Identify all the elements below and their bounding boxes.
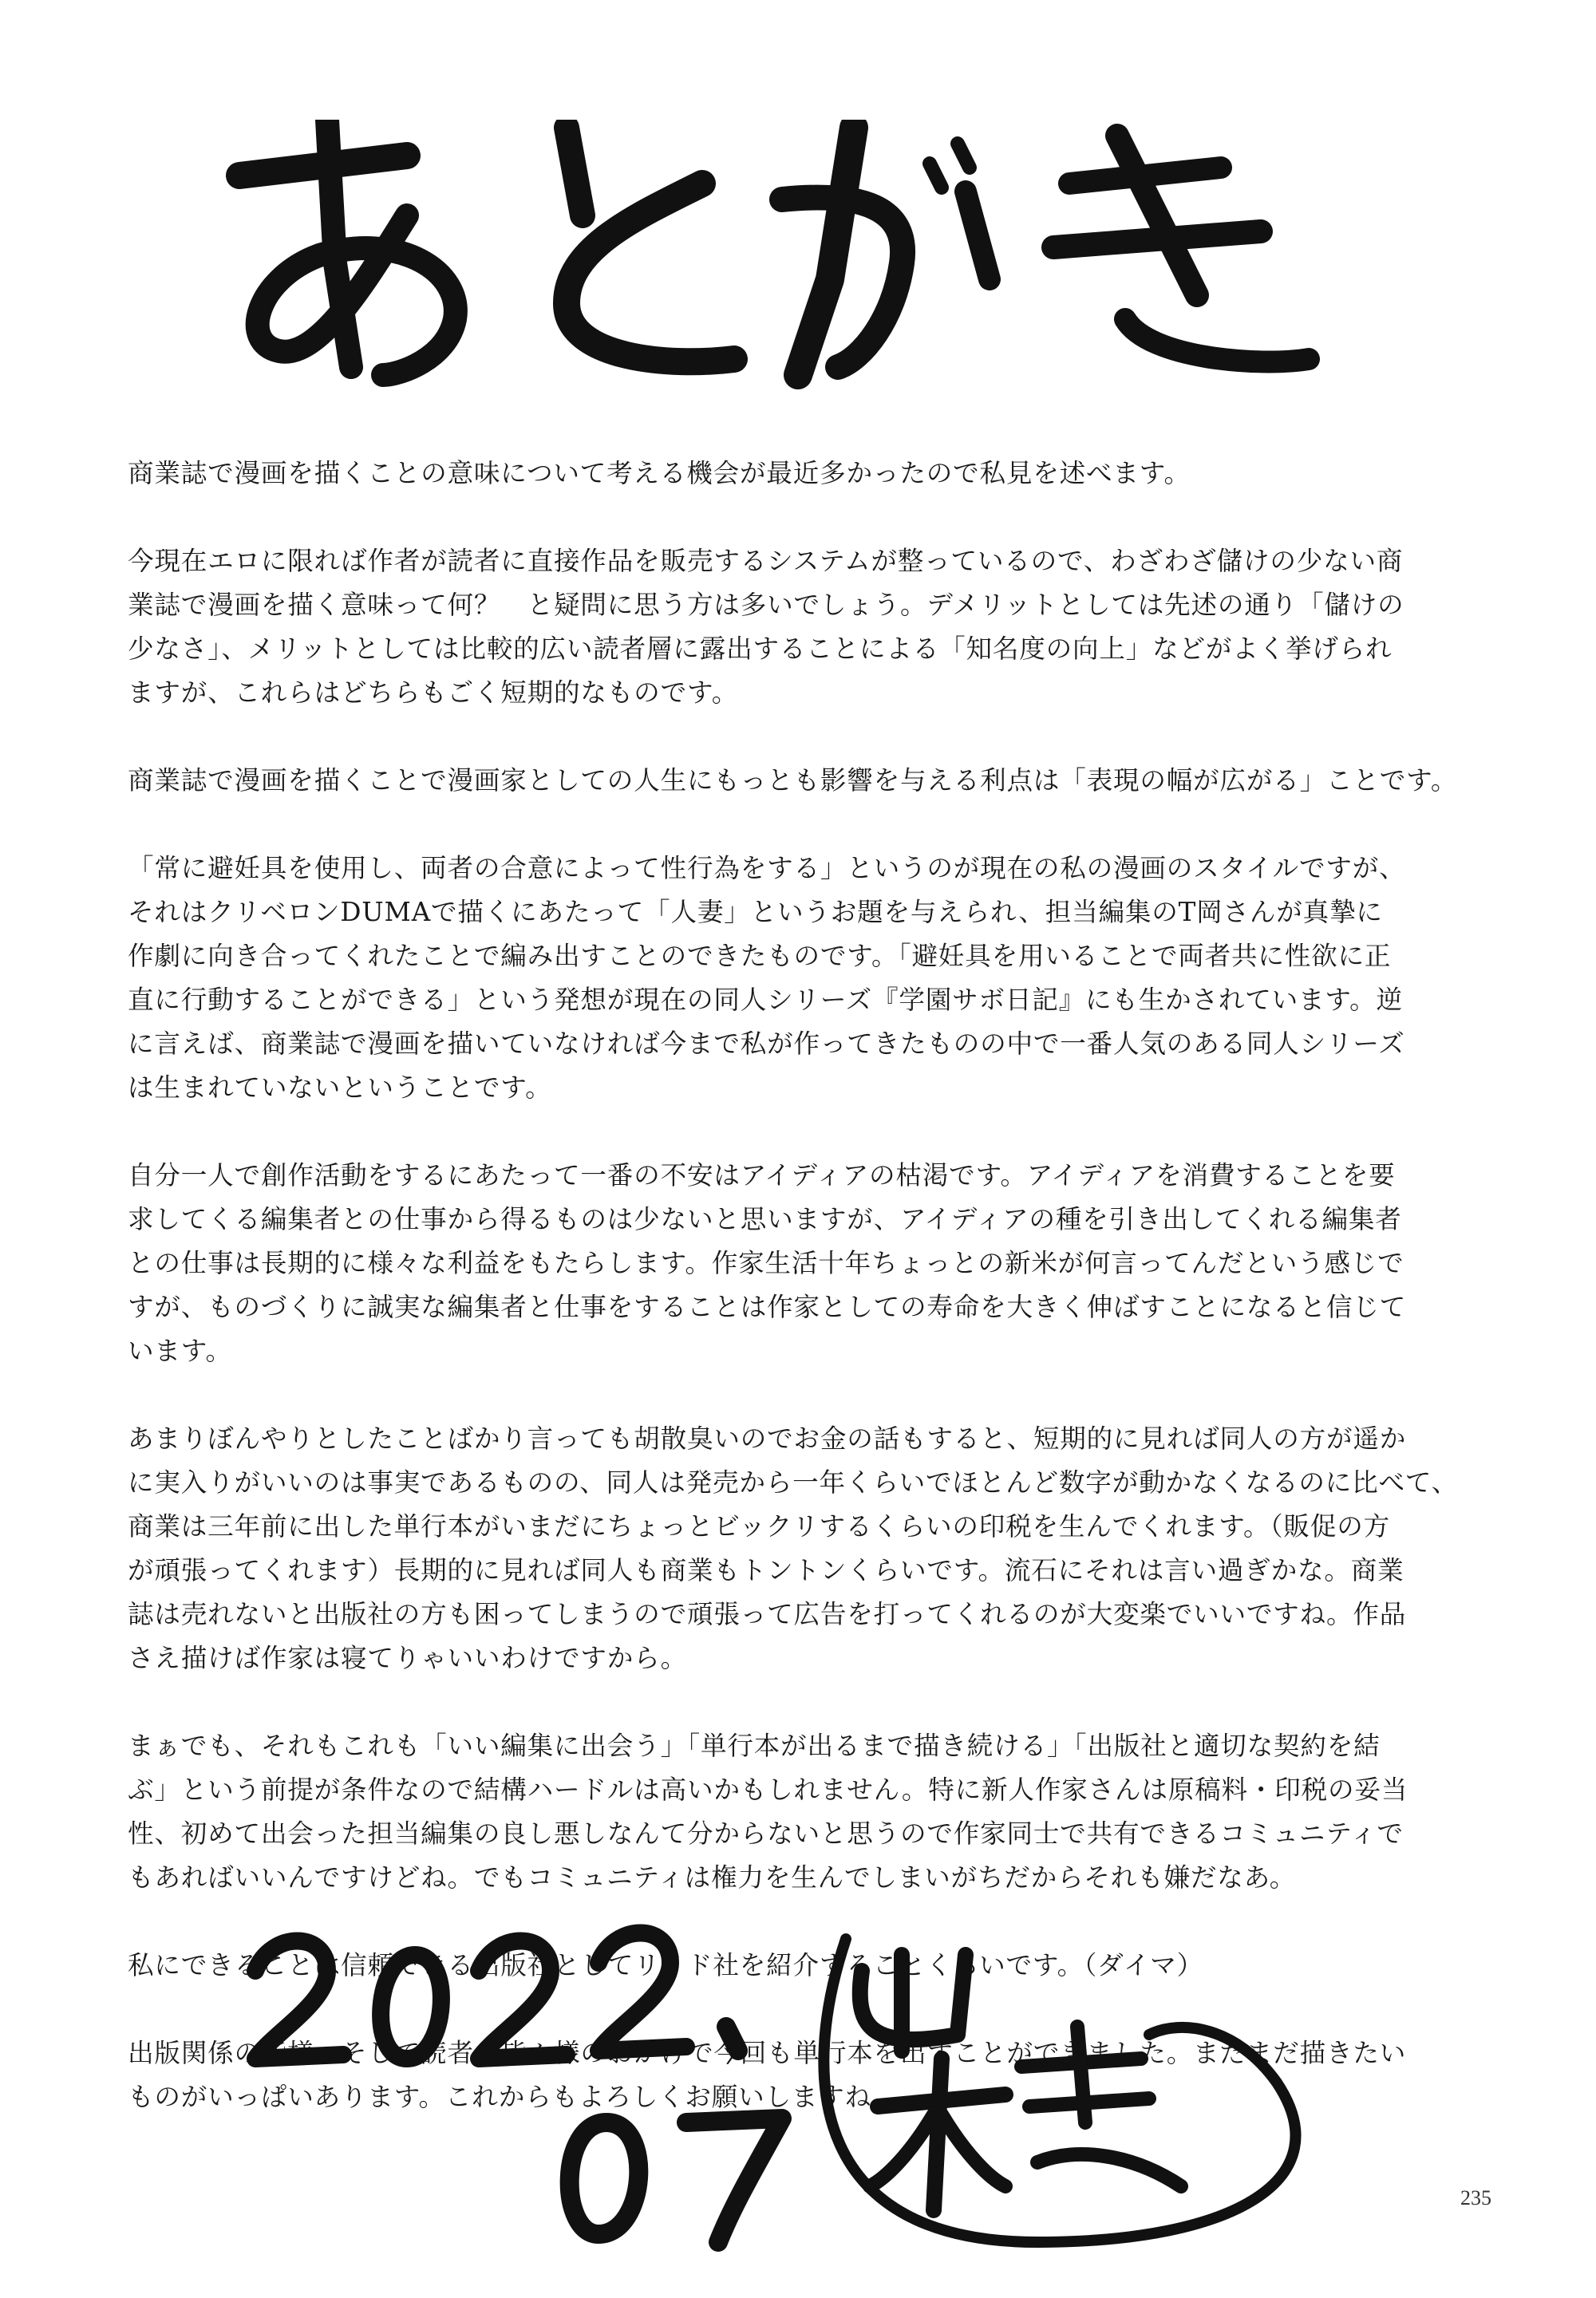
paragraph: 私にできることは信頼できる出版社としてリイド社を紹介することくらいです。（ダイマ） — [128, 1950, 1203, 1980]
paragraph: 自分一人で創作活動をするにあたって一番の不安はアイディアの枯渇です。アイディアを消費することを要 求してくる編集者との仕事から得るものは少ないと思いますが、アイディアの種を引き出してくれる編集者 との仕事は長期的に様々な利益をもたらします。作家生活十年ちょっとの新米が何言ってんだという感じで すが、ものづくりに誠実な編集者と仕事をすることは作家としての寿命を大きく伸ばすことになると信じて います。 — [128, 1160, 1407, 1366]
signature-mark — [824, 1939, 1295, 2242]
paragraph: 商業誌で漫画を描くことの意味について考える機会が最近多かったので私見を述べます。 — [128, 458, 1191, 488]
paragraph: 今現在エロに限れば作者が読者に直接作品を販売するシステムが整っているので、わざわざ儲けの少ない商 業誌で漫画を描く意味って何？ と疑問に思う方は多いでしょう。デメリットとしては先述の通り「儲けの 少なさ」、メリットとしては比較的広い読者層に露出することによる「知名度の向上」などがよく挙げられ ますが、これらはどちらもごく短期的なものです。 — [128, 546, 1404, 708]
paragraph: あまりぼんやりとしたことばかり言っても胡散臭いのでお金の話もすると、短期的に見れば同人の方が遥か に実入りがいいのは事実であるものの、同人は発売から一年くらいでほとんど数字が動かなくなるのに比べて、 商業は三年前に出した単行本がいまだにちょっとビックリするくらいの印税を生んでくれます。（販促の方 が頑張ってくれます）長期的に見れば同人も商業もトントンくらいです。流石にそれは言い過ぎかな。商業 誌は売れないと出版社の方も困ってしまうので頑張って広告を打ってくれるのが大変楽でいいですね。作品 さえ描けば作家は寝てりゃいいわけですから。 — [128, 1423, 1458, 1673]
date-and-signature — [239, 1923, 1381, 2258]
handwritten-date — [255, 1933, 782, 2243]
title-heading — [223, 120, 1357, 399]
paragraph: まぁでも、それもこれも「いい編集に出会う」「単行本が出るまで描き続ける」「出版社と適切な契約を結 ぶ」という前提が条件なので結構ハードルは高いかもしれません。特に新人作家さんは原稿料・印税の妥当 性、初めて出会った担当編集の良し悪しなんて分からないと思うので作家同士で共有できるコミュニティで もあればいいんですけどね。でもコミュニティは権力を生んでしまいがちだからそれも嫌だなあ。 — [128, 1731, 1408, 1893]
paragraph: 商業誌で漫画を描くことで漫画家としての人生にもっとも影響を与える利点は「表現の幅が広がる」ことです。 — [128, 765, 1458, 796]
page-number: 235 — [1460, 2186, 1491, 2209]
paragraph: 出版関係の皆様、そして読者の皆々様のおかげで今回も単行本を出すことができました。まだまだ描きたい ものがいっぱいあります。これからもよろしくお願いしますね。 — [128, 2038, 1407, 2112]
afterword-body — [128, 452, 1484, 2163]
paragraph: 「常に避妊具を使用し、両者の合意によって性行為をする」というのが現在の私の漫画のスタイルですが、 それはクリベロンDUMAで描くにあたって「人妻」というお題を与えられ、担当編集のT岡さんが真摯に 作劇に向き合ってくれたことで編み出すことのできたものです。「避妊具を用いることで両者共に性欲に正 直に行動することができる」という発想が現在の同人シリーズ『学園サボ日記』にも生かされています。逆 に言えば、商業誌で漫画を描いていなければ今まで私が作ってきたものの中で一番人気のある同人シリーズ は生まれていないということです。 — [128, 853, 1406, 1103]
